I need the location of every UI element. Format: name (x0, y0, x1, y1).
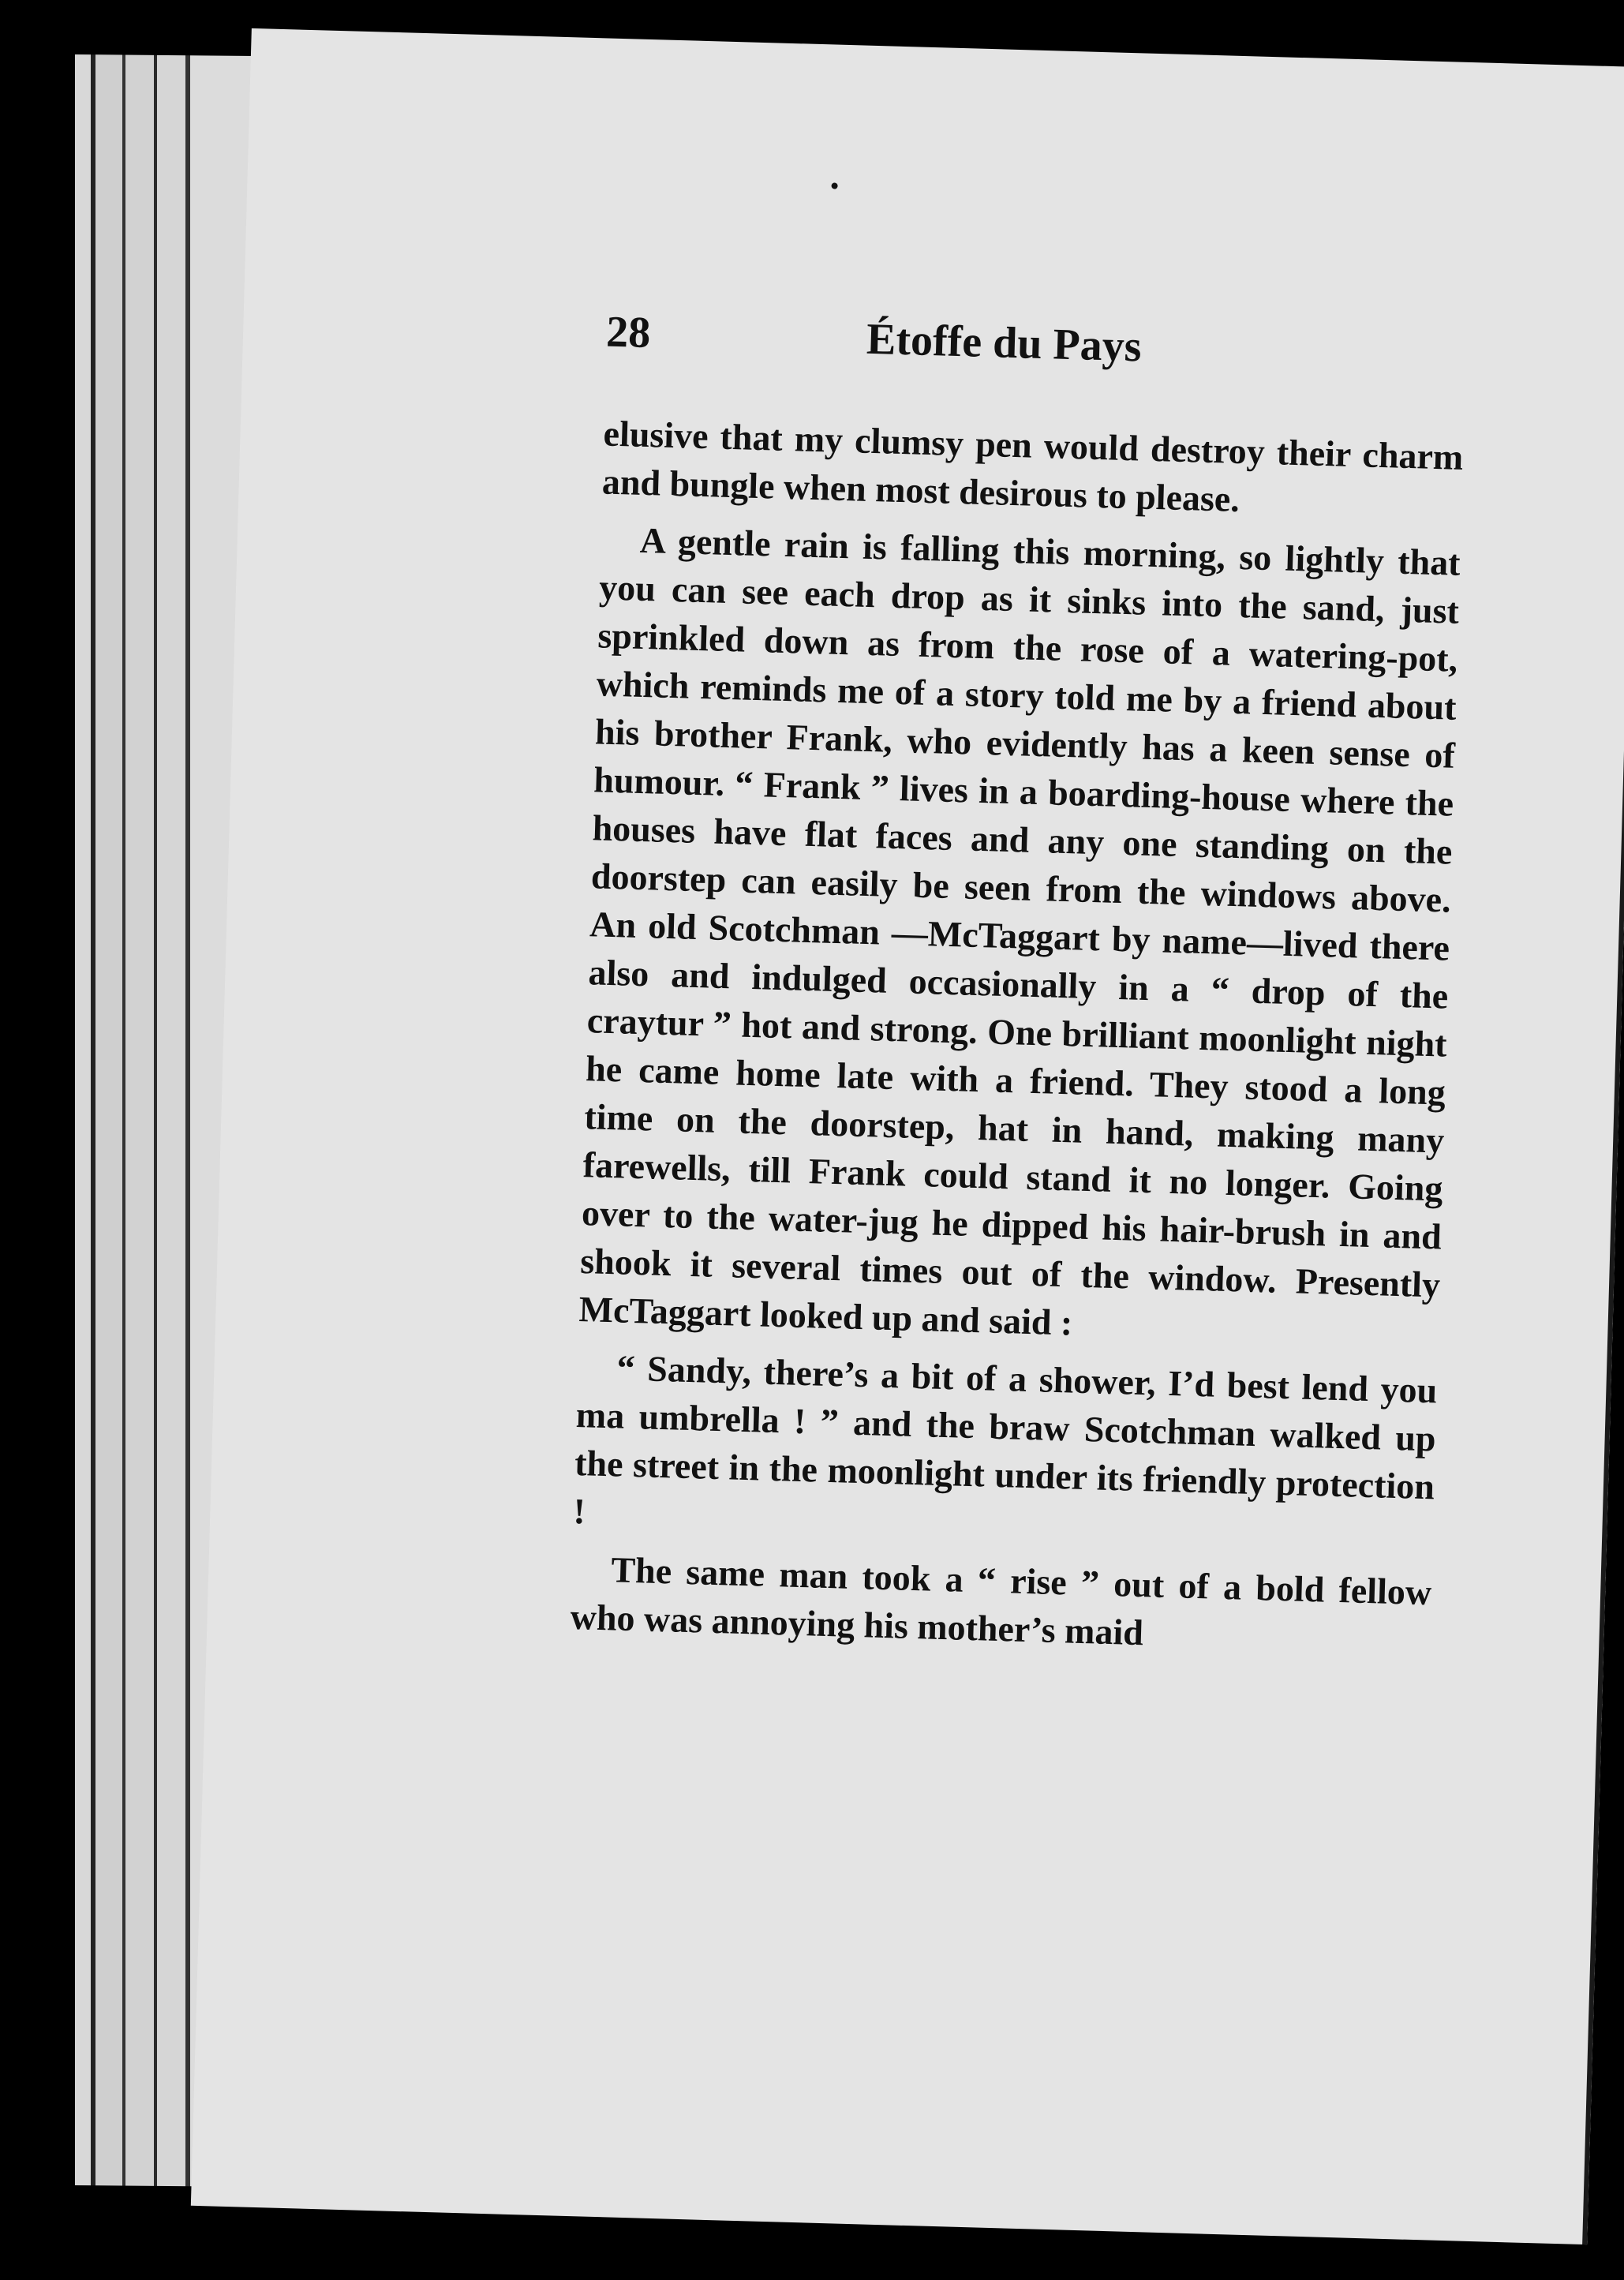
paragraph: The same man took a “ rise ” out of a bold fellow who was annoying his mother’s maid (570, 1549, 1432, 1653)
body-text (570, 409, 1464, 1664)
page-content (570, 307, 1467, 1665)
page-number: 28 (605, 307, 652, 358)
ink-speck (831, 182, 837, 189)
book-page (191, 28, 1624, 2244)
paragraph: “ Sandy, there’s a bit of a shower, I’d best lend you ma umbrella ! ” and the braw Scotchman walked up the street in the moonlight under its friendly protection ! (572, 1347, 1438, 1532)
running-title: Étoffe du Pays (866, 314, 1143, 372)
paragraph: A gentle rain is falling this morning, so lightly that you can see each drop as it sinks into the sand, just sprinkled down as from the rose of a watering-pot, which reminds me of a story told me by a friend about his brother Frank, who evidently has a keen sense of humour. “ Frank ” lives in a boarding-house where the houses have flat faces and any one standing on the doorstep can easily be seen from the windows above. An old Scotchman —McTaggart by name—lived there also and indulged occasionally in a “ drop of the craytur ” hot and strong. One brilliant moonlight night he came home late with a friend. They stood a long time on the doorstep, hat in hand, making many farewells, till Frank could stand it no longer. Going over to the water-jug he dipped his hair-brush in and shook it several times out of the window. Presently McTaggart looked up and said : (578, 519, 1461, 1343)
paragraph: elusive that my clumsy pen would destroy their charm and bungle when most desirous to please. (601, 413, 1465, 520)
running-head (605, 307, 1467, 402)
